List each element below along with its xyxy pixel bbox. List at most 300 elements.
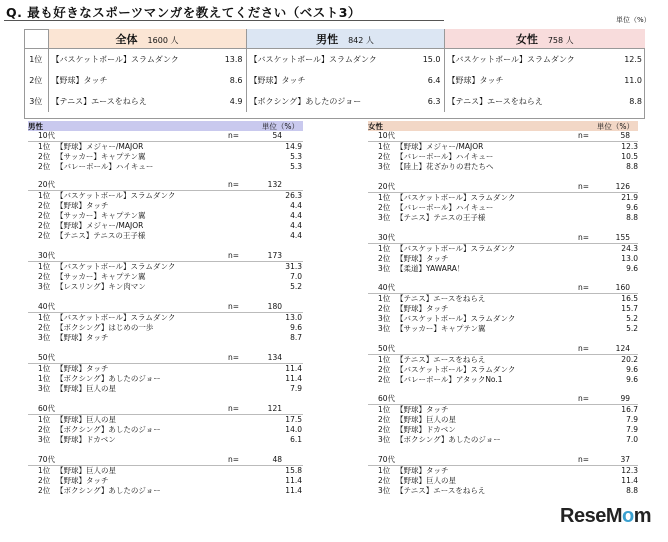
rank-label: 1位 bbox=[38, 466, 51, 475]
sample-size: 37 bbox=[620, 455, 630, 464]
n-label: n= bbox=[228, 180, 240, 189]
rank-label: 2位 bbox=[38, 162, 51, 171]
sample-size: 58 bbox=[620, 131, 630, 140]
age-label: 60代 bbox=[38, 404, 56, 413]
percent-value: 8.8 bbox=[626, 486, 638, 495]
age-group-header bbox=[28, 131, 303, 142]
percent-value: 9.6 bbox=[626, 375, 638, 384]
manga-title: 【テニス】エースをねらえ bbox=[444, 91, 615, 112]
age-group bbox=[368, 182, 638, 223]
rank-label: 1位 bbox=[38, 191, 51, 200]
percent-value: 7.9 bbox=[626, 415, 638, 424]
rank-label: 3位 bbox=[38, 282, 51, 291]
rank-label: 3位 bbox=[378, 162, 391, 171]
percent-value: 16.7 bbox=[621, 405, 638, 414]
rank-row bbox=[368, 405, 638, 415]
age-label: 10代 bbox=[38, 131, 56, 140]
manga-title: 【サッカー】キャプテン翼 bbox=[56, 152, 146, 161]
percent-value: 6.3 bbox=[427, 97, 441, 106]
percent-value: 4.9 bbox=[229, 97, 243, 106]
percent-value: 6.4 bbox=[427, 76, 441, 85]
manga-title: 【野球】タッチ bbox=[444, 70, 615, 91]
rank-label: 1位 bbox=[29, 55, 43, 64]
rank-row bbox=[368, 162, 638, 172]
rank-label: 3位 bbox=[38, 435, 51, 444]
age-group bbox=[368, 344, 638, 385]
percent-value: 31.3 bbox=[285, 262, 302, 271]
manga-title: 【ボクシング】あしたのジョー bbox=[396, 435, 501, 444]
manga-title: 【野球】タッチ bbox=[396, 304, 449, 313]
rank-label: 1位 bbox=[38, 415, 51, 424]
manga-title: 【サッカー】キャプテン翼 bbox=[56, 272, 146, 281]
n-label: n= bbox=[578, 394, 590, 403]
sample-size: 121 bbox=[267, 404, 282, 413]
sample-size: 48 bbox=[272, 455, 282, 464]
age-group bbox=[28, 251, 303, 292]
rank-label: 2位 bbox=[38, 152, 51, 161]
manga-title: 【テニス】エースをねらえ bbox=[48, 91, 216, 112]
rank-label: 1位 bbox=[38, 262, 51, 271]
female-panel bbox=[368, 121, 638, 496]
female-panel-header bbox=[368, 121, 638, 131]
sample-size: 155 bbox=[615, 233, 630, 242]
rank-label: 3位 bbox=[378, 314, 391, 323]
rank-row bbox=[28, 272, 303, 282]
manga-title: 【バスケットボール】スラムダンク bbox=[56, 191, 176, 200]
manga-title: 【野球】巨人の星 bbox=[56, 384, 116, 393]
manga-title: 【バレーボール】ハイキュー bbox=[396, 203, 494, 212]
manga-title: 【テニス】エースをねらえ bbox=[396, 294, 486, 303]
rank-row bbox=[28, 262, 303, 272]
rank-label: 3位 bbox=[378, 324, 391, 333]
percent-value: 8.6 bbox=[229, 76, 243, 85]
n-label: n= bbox=[578, 344, 590, 353]
age-group bbox=[28, 353, 303, 394]
rank-row bbox=[368, 375, 638, 385]
summary-body bbox=[24, 49, 645, 113]
percent-value: 5.3 bbox=[290, 162, 302, 171]
rank-label: 1位 bbox=[378, 142, 391, 151]
age-label: 40代 bbox=[378, 283, 396, 292]
percent-value: 11.4 bbox=[285, 486, 302, 495]
age-label: 50代 bbox=[38, 353, 56, 362]
rank-label: 1位 bbox=[38, 364, 51, 373]
age-label: 10代 bbox=[378, 131, 396, 140]
n-label: n= bbox=[228, 404, 240, 413]
n-label: n= bbox=[228, 455, 240, 464]
manga-title: 【野球】タッチ bbox=[56, 364, 109, 373]
rank-row bbox=[28, 191, 303, 201]
summary-header-female bbox=[444, 29, 645, 49]
percent-value: 7.9 bbox=[626, 425, 638, 434]
manga-title: 【ボクシング】あしたのジョー bbox=[56, 425, 161, 434]
manga-title: 【野球】巨人の星 bbox=[56, 466, 116, 475]
rank-label: 3位 bbox=[38, 384, 51, 393]
rank-label: 2位 bbox=[378, 365, 391, 374]
n-label: n= bbox=[578, 283, 590, 292]
percent-value: 15.7 bbox=[621, 304, 638, 313]
percent-value: 13.0 bbox=[621, 254, 638, 263]
summary-header-male bbox=[246, 29, 444, 49]
rank-row bbox=[28, 384, 303, 394]
rank-label: 1位 bbox=[38, 313, 51, 322]
manga-title: 【野球】メジャー/MAJOR bbox=[396, 142, 484, 151]
manga-title: 【バスケットボール】スラムダンク bbox=[396, 314, 516, 323]
age-group bbox=[28, 404, 303, 445]
rank-row bbox=[28, 435, 303, 445]
logo-text-b: m bbox=[633, 505, 651, 527]
age-group bbox=[368, 455, 638, 496]
rank-label: 3位 bbox=[29, 97, 43, 106]
rank-label: 2位 bbox=[378, 304, 391, 313]
summary-table bbox=[24, 29, 645, 112]
percent-value: 4.4 bbox=[290, 201, 302, 210]
manga-title: 【テニス】エースをねらえ bbox=[396, 355, 486, 364]
rank-row bbox=[28, 323, 303, 333]
n-label: n= bbox=[578, 182, 590, 191]
rank-row bbox=[28, 142, 303, 152]
n-label: n= bbox=[228, 302, 240, 311]
age-group-header bbox=[28, 455, 303, 466]
age-group bbox=[28, 180, 303, 241]
manga-title: 【テニス】テニスの王子様 bbox=[56, 231, 146, 240]
age-label: 60代 bbox=[378, 394, 396, 403]
percent-value: 10.5 bbox=[621, 152, 638, 161]
rank-row bbox=[368, 193, 638, 203]
manga-title: 【ボクシング】あしたのジョー bbox=[56, 374, 161, 383]
rank-row bbox=[368, 466, 638, 476]
manga-title: 【バレーボール】アタックNo.1 bbox=[396, 375, 503, 384]
summary-corner bbox=[24, 29, 48, 49]
rank-row bbox=[28, 486, 303, 496]
rank-row bbox=[28, 333, 303, 343]
age-label: 50代 bbox=[378, 344, 396, 353]
summary-row bbox=[24, 49, 645, 71]
rank-label: 2位 bbox=[378, 375, 391, 384]
manga-title: 【バスケットボール】スラムダンク bbox=[48, 49, 216, 71]
rank-row bbox=[28, 313, 303, 323]
rank-row bbox=[28, 201, 303, 211]
rank-label: 3位 bbox=[378, 486, 391, 495]
rank-label: 1位 bbox=[378, 405, 391, 414]
age-group-header bbox=[368, 131, 638, 142]
age-group bbox=[368, 394, 638, 445]
rank-row bbox=[28, 425, 303, 435]
rank-row bbox=[28, 374, 303, 384]
rank-row bbox=[368, 324, 638, 334]
rank-label: 2位 bbox=[38, 201, 51, 210]
header-count: 842 人 bbox=[348, 35, 374, 45]
manga-title: 【野球】タッチ bbox=[56, 333, 109, 342]
summary-row bbox=[24, 70, 645, 91]
rank-label: 3位 bbox=[378, 435, 391, 444]
manga-title: 【野球】巨人の星 bbox=[56, 415, 116, 424]
manga-title: 【野球】メジャー/MAJOR bbox=[56, 142, 144, 151]
rank-label: 3位 bbox=[38, 333, 51, 342]
manga-title: 【野球】タッチ bbox=[48, 70, 216, 91]
rank-label: 2位 bbox=[38, 211, 51, 220]
panel-label: 男性 bbox=[28, 122, 43, 131]
percent-value: 9.6 bbox=[626, 203, 638, 212]
percent-value: 16.5 bbox=[621, 294, 638, 303]
age-group-header bbox=[368, 344, 638, 355]
age-label: 30代 bbox=[38, 251, 56, 260]
age-group-header bbox=[28, 353, 303, 364]
percent-value: 7.0 bbox=[626, 435, 638, 444]
percent-value: 12.3 bbox=[621, 466, 638, 475]
manga-title: 【サッカー】キャプテン翼 bbox=[56, 211, 146, 220]
rank-row bbox=[28, 282, 303, 292]
percent-value: 11.0 bbox=[624, 76, 642, 85]
male-panel bbox=[28, 121, 303, 496]
rank-label: 2位 bbox=[378, 415, 391, 424]
percent-value: 13.8 bbox=[224, 55, 243, 64]
age-group-header bbox=[368, 455, 638, 466]
rank-label: 2位 bbox=[38, 323, 51, 332]
rank-row bbox=[368, 435, 638, 445]
percent-value: 8.8 bbox=[626, 162, 638, 171]
question-title: Q. 最も好きなスポーツマンガを教えてください（ベスト3） bbox=[6, 5, 361, 20]
age-label: 40代 bbox=[38, 302, 56, 311]
rank-row bbox=[368, 425, 638, 435]
header-count: 1600 人 bbox=[147, 35, 179, 45]
percent-value: 8.7 bbox=[290, 333, 302, 342]
percent-value: 14.0 bbox=[285, 425, 302, 434]
n-label: n= bbox=[228, 353, 240, 362]
manga-title: 【バレーボール】ハイキュー bbox=[396, 152, 494, 161]
rank-label: 1位 bbox=[38, 142, 51, 151]
percent-value: 8.8 bbox=[626, 213, 638, 222]
manga-title: 【バスケットボール】スラムダンク bbox=[396, 365, 516, 374]
percent-value: 11.4 bbox=[621, 476, 638, 485]
percent-value: 6.1 bbox=[290, 435, 302, 444]
rank-row bbox=[368, 476, 638, 486]
n-label: n= bbox=[578, 455, 590, 464]
logo-text-o: o bbox=[621, 505, 634, 527]
age-group-header bbox=[368, 283, 638, 294]
n-label: n= bbox=[228, 131, 240, 140]
panel-label: 女性 bbox=[368, 122, 383, 131]
age-group-header bbox=[28, 251, 303, 262]
percent-value: 4.4 bbox=[290, 231, 302, 240]
age-group bbox=[28, 131, 303, 172]
percent-value: 12.5 bbox=[624, 55, 642, 64]
age-group bbox=[368, 233, 638, 274]
rank-label: 1位 bbox=[378, 294, 391, 303]
rank-row bbox=[28, 221, 303, 231]
percent-value: 11.4 bbox=[285, 364, 302, 373]
unit-label: 単位（%） bbox=[616, 16, 651, 24]
age-group-header bbox=[28, 180, 303, 191]
manga-title: 【陸上】花ざかりの君たちへ bbox=[396, 162, 494, 171]
manga-title: 【野球】巨人の星 bbox=[396, 415, 456, 424]
rank-label: 2位 bbox=[38, 486, 51, 495]
percent-value: 8.8 bbox=[629, 97, 642, 106]
male-panel-header bbox=[28, 121, 303, 131]
percent-value: 7.0 bbox=[290, 272, 302, 281]
rank-label: 1位 bbox=[378, 355, 391, 364]
manga-title: 【バレーボール】ハイキュー bbox=[56, 162, 154, 171]
rank-label: 2位 bbox=[378, 425, 391, 434]
rank-label: 2位 bbox=[378, 476, 391, 485]
percent-value: 26.3 bbox=[285, 191, 302, 200]
header-label: 男性 bbox=[316, 32, 339, 46]
sample-size: 160 bbox=[615, 283, 630, 292]
rank-row bbox=[368, 355, 638, 365]
percent-value: 9.6 bbox=[290, 323, 302, 332]
rank-row bbox=[28, 231, 303, 241]
rank-label: 1位 bbox=[378, 193, 391, 202]
rank-label: 2位 bbox=[378, 203, 391, 212]
manga-title: 【バスケットボール】スラムダンク bbox=[444, 49, 615, 71]
header-label: 女性 bbox=[515, 32, 538, 46]
rank-label: 2位 bbox=[38, 231, 51, 240]
percent-value: 9.6 bbox=[626, 365, 638, 374]
rank-label: 3位 bbox=[378, 264, 391, 273]
percent-value: 4.4 bbox=[290, 221, 302, 230]
percent-value: 21.9 bbox=[621, 193, 638, 202]
percent-value: 7.9 bbox=[290, 384, 302, 393]
rank-row bbox=[28, 364, 303, 374]
manga-title: 【野球】タッチ bbox=[56, 201, 109, 210]
percent-value: 17.5 bbox=[285, 415, 302, 424]
manga-title: 【バスケットボール】スラムダンク bbox=[56, 313, 176, 322]
manga-title: 【テニス】エースをねらえ bbox=[396, 486, 486, 495]
sample-size: 54 bbox=[272, 131, 282, 140]
rank-row bbox=[28, 162, 303, 172]
manga-title: 【野球】ドカベン bbox=[56, 435, 116, 444]
sample-size: 134 bbox=[267, 353, 282, 362]
rank-label: 2位 bbox=[38, 221, 51, 230]
manga-title: 【バスケットボール】スラムダンク bbox=[56, 262, 176, 271]
rank-row bbox=[368, 203, 638, 213]
manga-title: 【野球】タッチ bbox=[396, 405, 449, 414]
percent-value: 24.3 bbox=[621, 244, 638, 253]
percent-value: 13.0 bbox=[285, 313, 302, 322]
rank-row bbox=[368, 213, 638, 223]
percent-value: 15.8 bbox=[285, 466, 302, 475]
rank-label: 1位 bbox=[38, 374, 51, 383]
age-group-header bbox=[28, 404, 303, 415]
logo-text-a: ReseM bbox=[560, 505, 622, 527]
rank-label: 2位 bbox=[38, 272, 51, 281]
age-label: 20代 bbox=[378, 182, 396, 191]
rank-row bbox=[368, 152, 638, 162]
age-group bbox=[368, 283, 638, 334]
percent-value: 11.4 bbox=[285, 374, 302, 383]
age-group bbox=[28, 302, 303, 343]
summary-row bbox=[24, 91, 645, 112]
manga-title: 【サッカー】キャプテン翼 bbox=[396, 324, 486, 333]
rank-label: 2位 bbox=[38, 476, 51, 485]
rank-label: 2位 bbox=[378, 254, 391, 263]
rank-row bbox=[368, 244, 638, 254]
sample-size: 180 bbox=[267, 302, 282, 311]
rank-row bbox=[368, 486, 638, 496]
panel-unit: 単位（%） bbox=[596, 122, 634, 131]
title-underline bbox=[4, 20, 444, 21]
rank-label: 2位 bbox=[29, 76, 43, 85]
manga-title: 【野球】タッチ bbox=[246, 70, 414, 91]
rank-row bbox=[28, 466, 303, 476]
age-label: 20代 bbox=[38, 180, 56, 189]
manga-title: 【バスケットボール】スラムダンク bbox=[396, 193, 516, 202]
age-label: 70代 bbox=[38, 455, 56, 464]
age-group-header bbox=[368, 394, 638, 405]
n-label: n= bbox=[228, 251, 240, 260]
rank-label: 1位 bbox=[378, 466, 391, 475]
rank-row bbox=[368, 294, 638, 304]
rank-row bbox=[368, 365, 638, 375]
percent-value: 4.4 bbox=[290, 211, 302, 220]
rank-label: 2位 bbox=[38, 425, 51, 434]
rank-row bbox=[368, 254, 638, 264]
manga-title: 【野球】タッチ bbox=[56, 476, 109, 485]
age-group-header bbox=[28, 302, 303, 313]
percent-value: 12.3 bbox=[621, 142, 638, 151]
age-group-header bbox=[368, 182, 638, 193]
manga-title: 【バスケットボール】スラムダンク bbox=[396, 244, 516, 253]
manga-title: 【野球】巨人の星 bbox=[396, 476, 456, 485]
sample-size: 173 bbox=[267, 251, 282, 260]
header-count: 758 人 bbox=[547, 35, 574, 45]
rank-row bbox=[368, 264, 638, 274]
rank-label: 2位 bbox=[378, 152, 391, 161]
manga-title: 【ボクシング】はじめの一歩 bbox=[56, 323, 154, 332]
rank-row bbox=[368, 142, 638, 152]
summary-header-row bbox=[24, 29, 645, 49]
rank-row bbox=[28, 211, 303, 221]
sample-size: 124 bbox=[615, 344, 630, 353]
manga-title: 【野球】メジャー/MAJOR bbox=[56, 221, 144, 230]
percent-value: 5.2 bbox=[626, 314, 638, 323]
manga-title: 【レスリング】キン肉マン bbox=[56, 282, 146, 291]
sample-size: 99 bbox=[620, 394, 630, 403]
header-label: 全体 bbox=[115, 32, 138, 46]
percent-value: 20.2 bbox=[621, 355, 638, 364]
panel-unit: 単位（%） bbox=[261, 122, 299, 131]
rank-row bbox=[28, 415, 303, 425]
percent-value: 5.3 bbox=[290, 152, 302, 161]
rank-row bbox=[368, 304, 638, 314]
n-label: n= bbox=[578, 233, 590, 242]
percent-value: 5.2 bbox=[626, 324, 638, 333]
n-label: n= bbox=[578, 131, 590, 140]
age-label: 70代 bbox=[378, 455, 396, 464]
manga-title: 【野球】タッチ bbox=[396, 466, 449, 475]
manga-title: 【テニス】テニスの王子様 bbox=[396, 213, 486, 222]
manga-title: 【野球】タッチ bbox=[396, 254, 449, 263]
rank-label: 3位 bbox=[378, 213, 391, 222]
sample-size: 132 bbox=[267, 180, 282, 189]
rank-row bbox=[28, 476, 303, 486]
rank-row bbox=[368, 415, 638, 425]
percent-value: 15.0 bbox=[422, 55, 441, 64]
resemom-logo bbox=[560, 505, 651, 528]
manga-title: 【野球】ドカベン bbox=[396, 425, 456, 434]
percent-value: 5.2 bbox=[290, 282, 302, 291]
age-group bbox=[28, 455, 303, 496]
rank-row bbox=[28, 152, 303, 162]
summary-header-all bbox=[48, 29, 246, 49]
age-group-header bbox=[368, 233, 638, 244]
manga-title: 【バスケットボール】スラムダンク bbox=[246, 49, 414, 71]
percent-value: 9.6 bbox=[626, 264, 638, 273]
sample-size: 126 bbox=[615, 182, 630, 191]
percent-value: 11.4 bbox=[285, 476, 302, 485]
manga-title: 【ボクシング】あしたのジョー bbox=[56, 486, 161, 495]
age-group bbox=[368, 131, 638, 172]
